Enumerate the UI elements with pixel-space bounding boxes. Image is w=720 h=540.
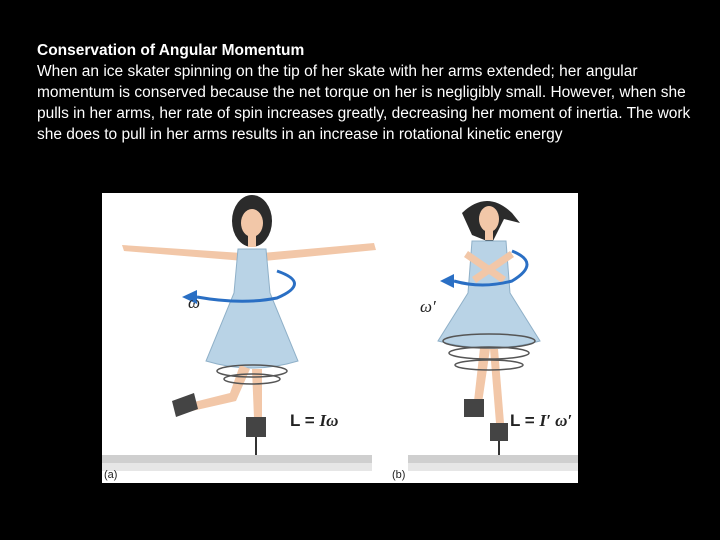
skater-figure — [102, 193, 578, 483]
panel-label-b: (b) — [392, 469, 406, 481]
omega-label-b: ω′ — [420, 297, 436, 316]
equation-b-lhs: L — [510, 411, 521, 430]
equation-b — [510, 411, 572, 431]
equation-b-eq: = — [520, 411, 540, 430]
slide-body: When an ice skater spinning on the tip of her skate with her arms extended; her angular momentum is conserved because the net torque on her is negligibly small. However, when she pulls in her arms, her rate of spin increases greatly, decreasing her moment of inertia. The work she does to pull in her arms results in an increase in rotational kinetic energy — [37, 63, 691, 143]
omega-label-a: ω — [188, 293, 201, 312]
floor-a — [102, 455, 372, 463]
equation-a — [290, 411, 338, 431]
right-arm-a — [262, 243, 376, 261]
skater-illustration — [102, 193, 578, 483]
floor-b — [408, 455, 578, 463]
slide-text — [37, 40, 697, 145]
equation-a-rhs: Iω — [319, 411, 339, 430]
left-arm-a — [122, 245, 244, 261]
panel-label-a: (a) — [104, 469, 118, 481]
equation-a-lhs: L — [290, 411, 301, 430]
equation-b-rhs: I′ ω′ — [539, 411, 573, 430]
slide-title: Conservation of Angular Momentum — [37, 42, 305, 59]
equation-a-eq: = — [300, 411, 320, 430]
